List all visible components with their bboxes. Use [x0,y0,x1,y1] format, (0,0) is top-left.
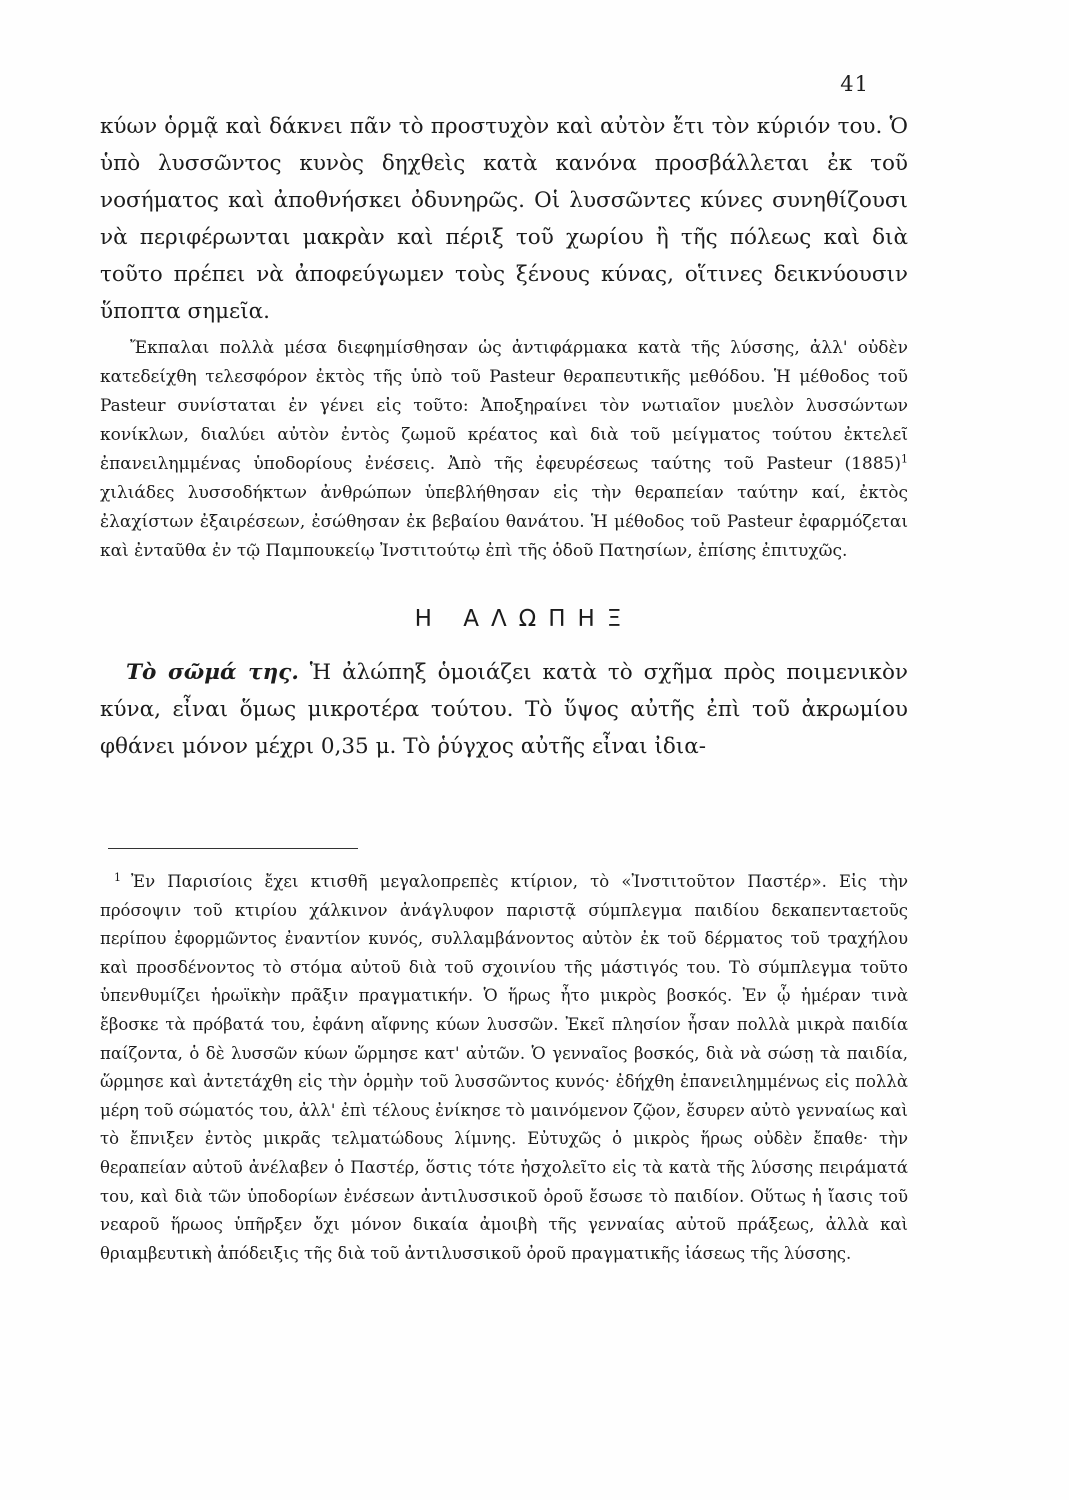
section-heading: Η ΑΛΩΠΗΞ [414,606,634,632]
remedy-paragraph [100,334,908,566]
section-subhead: Τὸ σῶμά της. [126,660,299,685]
footnote-reference: 1 [901,452,908,466]
footnote [100,868,908,1268]
page-number: 41 [840,72,869,96]
remedy-text-part-1: Ἔκπαλαι πολλὰ μέσα διεφημίσθησαν ὡς ἀντιφάρμακα κατὰ τῆς λύσσης, ἀλλ' οὐδὲν κατεδείχθη τελεσφόρον ἐκτὸς τῆς ὑπὸ τοῦ Pasteur θεραπευτικῆς μεθόδου. Ἡ μέθοδος τοῦ Pasteur συνίσταται ἐν γένει εἰς τοῦτο: Ἀποξηραίνει τὸν νωτιαῖον μυελὸν λυσσώντων κονίκλων, διαλύει αὐτὸν ἐντὸς ζωμοῦ κρέατος καὶ διὰ τοῦ μείγματος τούτου ἐκτελεῖ ἐπανειλημμένας ὑποδορίους ἐνέσεις. Ἀπὸ τῆς ἐφευρέσεως ταύτης τοῦ Pasteur (1885) [100,338,908,474]
section-paragraph [100,654,908,765]
remedy-text-part-2: χιλιάδες λυσσοδήκτων ἀνθρώπων ὑπεβλήθησαν εἰς τὴν θεραπείαν ταύτην καί, ἐκτὸς ἐλαχίστων ἐξαιρέσεων, ἐσώθησαν ἐκ βεβαίου θανάτου. Ἡ μέθοδος τοῦ Pasteur ἐφαρμόζεται καὶ ἐνταῦθα ἐν τῷ Παμπουκείῳ Ἰνστιτούτῳ ἐπὶ τῆς ὁδοῦ Πατησίων, ἐπίσης ἐπιτυχῶς. [100,483,908,561]
intro-paragraph: κύων ὁρμᾷ καὶ δάκνει πᾶν τὸ προστυχὸν καὶ αὐτὸν ἔτι τὸν κύριόν του. Ὁ ὑπὸ λυσσῶντος κυνὸς δηχθεὶς κατὰ κανόνα προσβάλλεται ἐκ τοῦ νοσήματος καὶ ἀποθνήσκει ὀδυνηρῶς. Οἱ λυσσῶντες κύνες συνηθίζουσι νὰ περιφέρωνται μακρὰν καὶ πέριξ τοῦ χωρίου ἢ τῆς πόλεως καὶ διὰ τοῦτο πρέπει νὰ ἀποφεύγωμεν τοὺς ξένους κύνας, οἵτινες δεικνύουσιν ὕποπτα σημεῖα. [100,114,908,324]
footnote-text: Ἐν Παρισίοις ἔχει κτισθῆ μεγαλοπρεπὲς κτίριον, τὸ «Ἰνστιτοῦτον Παστέρ». Εἰς τὴν πρόσοψιν τοῦ κτιρίου χάλκινον ἀνάγλυφον παριστᾷ σύμπλεγμα παιδίου δεκαπενταετοῦς περίπου ἐφορμῶντος ἐναντίον κυνός, συλλαμβάνοντος αὐτὸν ἐκ τοῦ δέρματος τοῦ τραχήλου καὶ προσδένοντος τὸ στόμα αὐτοῦ διὰ τοῦ σχοινίου τῆς μάστιγός του. Τὸ σύμπλεγμα τοῦτο ὑπενθυμίζει ἡρωϊκὴν πρᾶξιν πραγματικήν. Ὁ ἥρως ἦτο μικρὸς βοσκός. Ἐν ᾧ ἡμέραν τινὰ ἔβοσκε τὰ πρόβατά του, ἐφάνη αἴφνης κύων λυσσῶν. Ἐκεῖ πλησίον ἦσαν πολλὰ μικρὰ παιδία παίζοντα, ὁ δὲ λυσσῶν κύων ὥρμησε κατ' αὐτῶν. Ὁ γενναῖος βοσκός, διὰ νὰ σώσῃ τὰ παιδία, ὥρμησε καὶ ἀντετάχθη εἰς τὴν ὁρμὴν τοῦ λυσσῶντος κυνός· ἐδήχθη ἐπανειλημμένως εἰς πολλὰ μέρη τοῦ σώματός του, ἀλλ' ἐπὶ τέλους ἐνίκησε τὸ μαινόμενον ζῷον, ἔσυρεν αὐτὸ γενναίως καὶ τὸ ἔπνιξεν ἐντὸς μικρᾶς τελματώδους λίμνης. Εὐτυχῶς ὁ μικρὸς ἥρως οὐδὲν ἔπαθε· τὴν θεραπείαν αὐτοῦ ἀνέλαβεν ὁ Παστέρ, ὅστις τότε ἠσχολεῖτο εἰς τὰ κατὰ τῆς λύσσης πειράματά του, καὶ διὰ τῶν ὑποδορίων ἐνέσεων ἀντιλυσσικοῦ ὀροῦ ἔσωσε τὸ παιδίον. Οὕτως ἡ ἴασις τοῦ νεαροῦ ἥρωος ὑπῆρξεν ὄχι μόνον δικαία ἀμοιβὴ τῆς γενναίας αὐτοῦ πράξεως, ἀλλὰ καὶ θριαμβευτικὴ ἀπόδειξις τῆς διὰ τοῦ ἀντιλυσσικοῦ ὀροῦ πραγματικῆς ἰάσεως τῆς λύσσης. [100,872,908,1263]
section-text: Ἡ ἀλώπηξ ὁμοιάζει κατὰ τὸ σχῆμα πρὸς ποιμενικὸν κύνα, εἶναι ὅμως μικροτέρα τούτου. Τὸ ὕψος αὐτῆς ἐπὶ τοῦ ἀκρωμίου φθάνει μόνον μέχρι 0,35 μ. Τὸ ῥύγχος αὐτῆς εἶναι ἰδια- [100,660,908,759]
footnote-divider [108,848,358,849]
main-text [100,108,908,765]
footnote-marker: 1 [114,870,121,884]
